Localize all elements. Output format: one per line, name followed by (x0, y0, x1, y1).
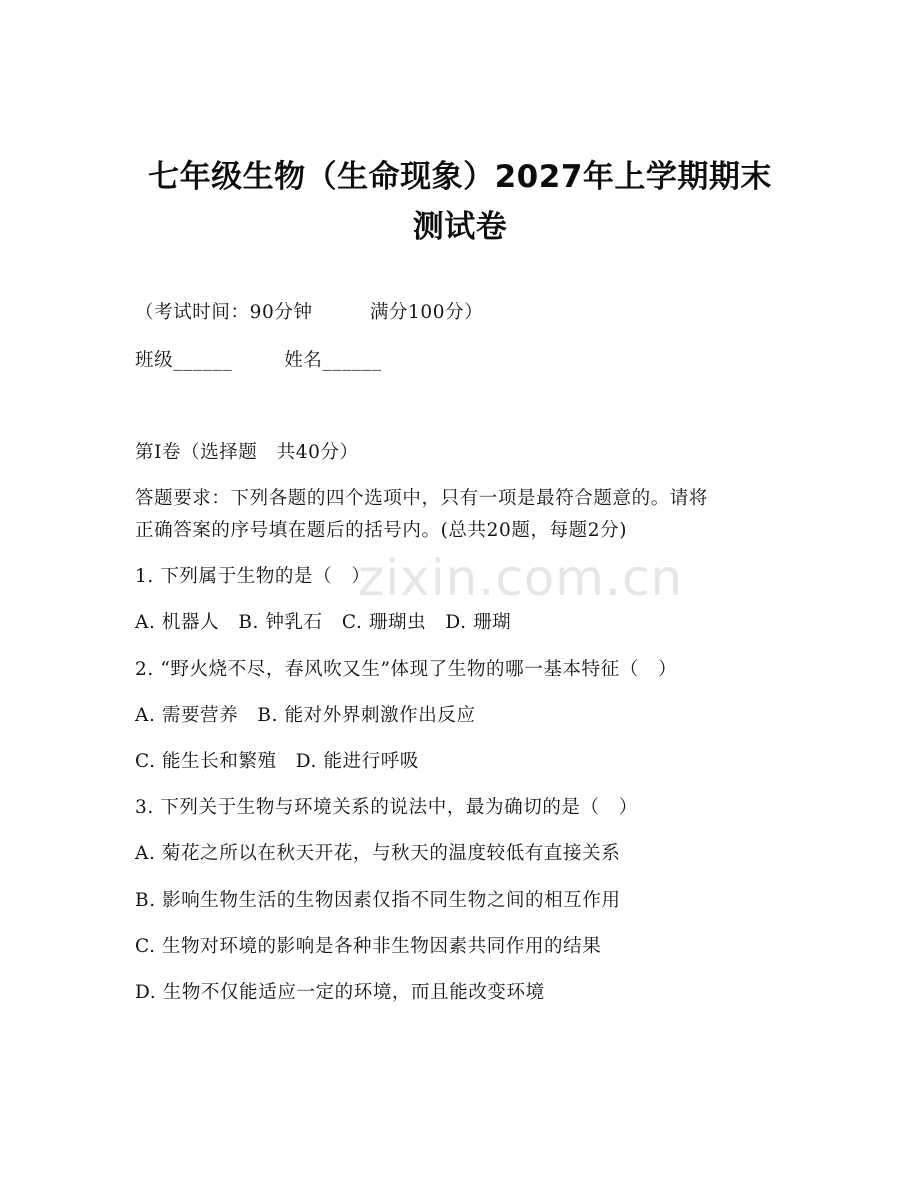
question-3-stem: 3. 下列关于生物与环境关系的说法中，最为确切的是（ ） (135, 797, 638, 818)
student-info-row (135, 346, 382, 376)
class-label: 班级______ (135, 350, 233, 371)
question-3-option-d: D. 生物不仅能适应一定的环境，而且能改变环境 (135, 982, 545, 1003)
instructions-line-2: 正确答案的序号填在题后的括号内。(总共20题，每题2分) (135, 520, 628, 541)
page-title (60, 152, 860, 252)
exam-info: （考试时间：90分钟 满分100分） (135, 302, 484, 323)
instructions-line-1: 答题要求：下列各题的四个选项中，只有一项是最符合题意的。请将 (135, 488, 709, 509)
question-2-options-row-2: C. 能生长和繁殖 D. 能进行呼吸 (135, 751, 419, 772)
watermark: zixin.com.cn (358, 549, 684, 607)
question-3-option-c: C. 生物对环境的影响是各种非生物因素共同作用的结果 (135, 936, 602, 957)
name-label: 姓名______ (284, 350, 382, 371)
question-1-options: A. 机器人 B. 钟乳石 C. 珊瑚虫 D. 珊瑚 (135, 612, 512, 633)
question-3-option-a: A. 菊花之所以在秋天开花，与秋天的温度较低有直接关系 (135, 843, 621, 864)
question-1-stem: 1. 下列属于生物的是（ ） (135, 566, 371, 587)
title-line-1: 七年级生物（生命现象）2027年上学期期末 (148, 159, 772, 195)
question-3-option-b: B. 影响生物生活的生物因素仅指不同生物之间的相互作用 (135, 890, 621, 911)
title-line-2: 测试卷 (412, 209, 508, 245)
section-heading: 第I卷（选择题 共40分） (135, 442, 359, 463)
question-2-stem: 2. “野火烧不尽，春风吹又生”体现了生物的哪一基本特征（ ） (135, 659, 678, 680)
question-2-options-row-1: A. 需要营养 B. 能对外界刺激作出反应 (135, 705, 476, 726)
